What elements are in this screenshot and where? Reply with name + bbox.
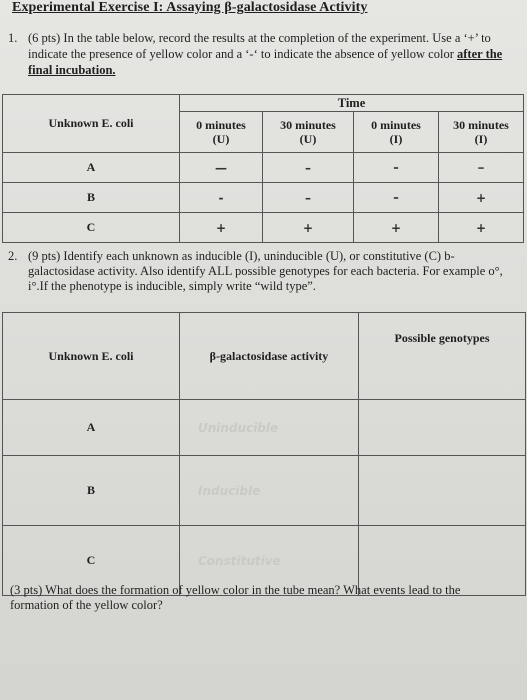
results-header-time: Time: [180, 95, 524, 112]
genotype-header-activity: β-galactosidase activity: [180, 313, 359, 400]
question-2-number: 2.: [8, 249, 18, 263]
result-mark: +: [354, 213, 439, 243]
table-row: [3, 183, 524, 213]
activity-answer: Constitutive: [180, 526, 359, 596]
question-1-text-main: (6 pts) In the table below, record the results at the completion of the experiment. Use a ‘+’ to indicate the presence of yellow color and a ‘-‘ to indicate the absence of yellow color: [28, 31, 491, 61]
genotype-table: [2, 312, 526, 596]
genotype-answer: [359, 456, 526, 526]
results-col-header: 0 minutes (I): [354, 112, 439, 153]
results-col-header: 30 minutes (U): [263, 112, 354, 153]
result-mark: –: [439, 153, 524, 183]
result-mark: +: [439, 213, 524, 243]
table-row: [3, 153, 524, 183]
question-1: [8, 30, 522, 78]
results-table: [2, 94, 524, 243]
result-mark: -: [180, 183, 263, 213]
activity-answer: Uninducible: [180, 400, 359, 456]
row-label: C: [3, 213, 180, 243]
row-label: B: [3, 183, 180, 213]
page-title: Experimental Exercise I: Assaying β-galactosidase Activity: [12, 0, 368, 15]
question-1-number: 1.: [8, 31, 18, 45]
result-mark: –: [263, 153, 354, 183]
table-row: [3, 213, 524, 243]
question-1-text: [28, 30, 522, 78]
result-mark: -: [354, 153, 439, 183]
results-col-header: 0 minutes (U): [180, 112, 263, 153]
genotype-header-unknown: Unknown E. coli: [3, 313, 180, 400]
genotype-answer: [359, 400, 526, 456]
result-mark: –: [263, 183, 354, 213]
question-1-underlined: after the final incubation.: [28, 47, 503, 77]
results-header-unknown: Unknown E. coli: [3, 95, 180, 153]
result-mark: -: [354, 183, 439, 213]
question-2-text: (9 pts) Identify each unknown as inducible (I), uninducible (U), or constitutive (C) b-galactosidase activity. Also identify ALL possible genotypes for each bacteria. For example o°, i°.If the phenotype is inducible, simply write “wild type”.: [28, 249, 503, 293]
table-row: [3, 400, 526, 456]
results-col-header: 30 minutes (I): [439, 112, 524, 153]
row-label: A: [3, 400, 180, 456]
activity-answer: Inducible: [180, 456, 359, 526]
question-2: [8, 249, 520, 294]
result-mark: +: [263, 213, 354, 243]
row-label: C: [3, 526, 180, 596]
result-mark: +: [180, 213, 263, 243]
row-label: B: [3, 456, 180, 526]
question-3-text: (3 pts) What does the formation of yellow color in the tube mean? What events lead to the formation of the yellow color?: [10, 583, 461, 612]
result-mark: —: [180, 153, 263, 183]
genotype-header-genotypes: Possible genotypes: [359, 313, 526, 400]
table-row: [3, 456, 526, 526]
result-mark: +: [439, 183, 524, 213]
row-label: A: [3, 153, 180, 183]
